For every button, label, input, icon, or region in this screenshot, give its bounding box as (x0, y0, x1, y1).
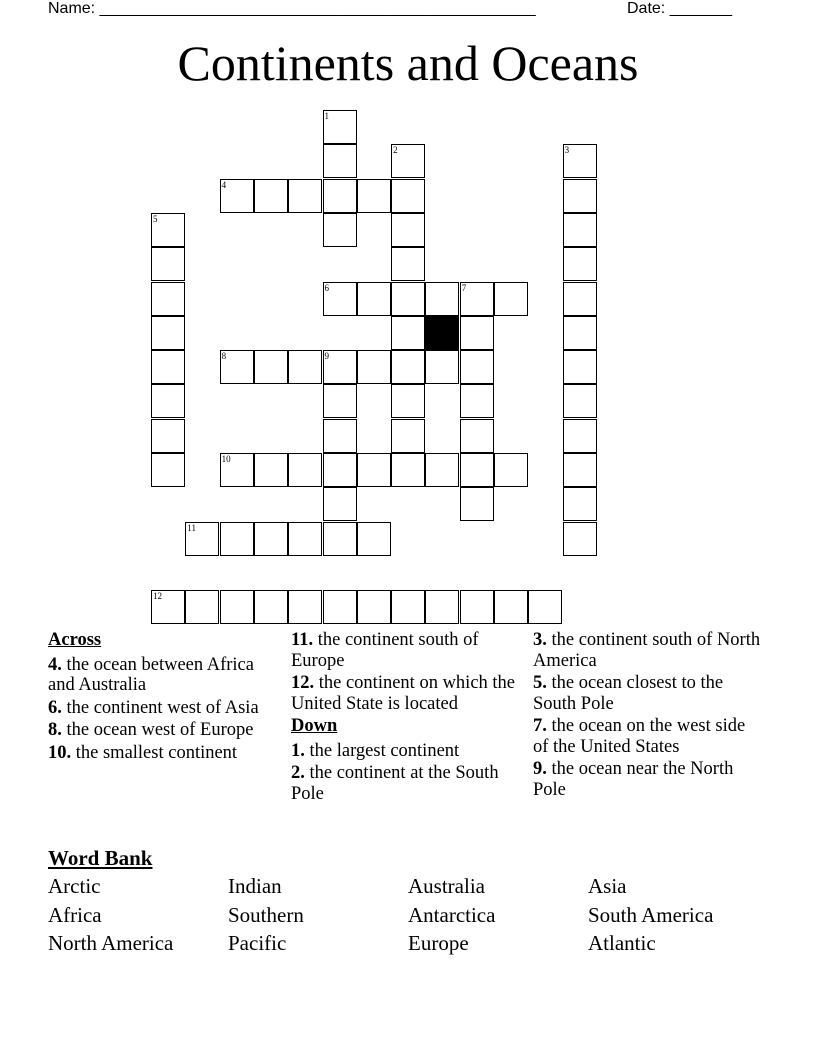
crossword-cell[interactable] (391, 316, 425, 350)
clue-across-6: 6. the continent west of Asia (48, 697, 259, 718)
crossword-cell[interactable] (151, 247, 185, 281)
crossword-cell[interactable] (185, 590, 219, 624)
crossword-cell[interactable] (391, 282, 425, 316)
clue-number: 9 (324, 351, 329, 362)
word-bank-item: Arctic (48, 874, 101, 898)
crossword-cell[interactable] (151, 453, 185, 487)
crossword-cell[interactable] (563, 419, 597, 453)
crossword-cell[interactable] (460, 350, 494, 384)
crossword-cell[interactable] (563, 316, 597, 350)
crossword-cell[interactable] (563, 247, 597, 281)
crossword-cell[interactable] (563, 522, 597, 556)
crossword-cell[interactable] (323, 350, 357, 384)
crossword-cell[interactable] (288, 453, 322, 487)
crossword-cell[interactable] (460, 590, 494, 624)
crossword-cell[interactable] (460, 487, 494, 521)
clue-number: 8 (221, 351, 227, 362)
crossword-cell[interactable] (494, 590, 528, 624)
crossword-cell[interactable] (288, 179, 322, 213)
crossword-cell[interactable] (323, 144, 357, 178)
word-bank-item: Africa (48, 903, 102, 927)
crossword-cell[interactable] (425, 590, 459, 624)
clue-across-10: 10. the smallest continent (48, 742, 238, 763)
clues-column-2 (291, 630, 521, 806)
crossword-cell[interactable] (460, 384, 494, 418)
clue-down-9: 9. the ocean near the North Pole (533, 759, 734, 800)
crossword-cell[interactable] (460, 453, 494, 487)
word-bank-item: South America (588, 903, 714, 927)
crossword-cell[interactable] (563, 179, 597, 213)
clue-number: 3 (564, 145, 570, 156)
crossword-cell[interactable] (220, 350, 254, 384)
crossword-cell[interactable] (288, 590, 322, 624)
clue-number: 5 (153, 213, 158, 224)
clue-across-12: 12. the continent on which the United State is located (291, 673, 516, 714)
crossword-cell[interactable] (357, 590, 391, 624)
crossword-cell[interactable] (220, 522, 254, 556)
crossword-cell[interactable] (288, 522, 322, 556)
crossword-cell[interactable] (323, 179, 357, 213)
crossword-cell[interactable] (460, 419, 494, 453)
crossword-cell[interactable] (323, 522, 357, 556)
word-bank-item: North America (48, 931, 174, 955)
crossword-cell[interactable] (425, 282, 459, 316)
crossword-cell[interactable] (460, 316, 494, 350)
crossword-cell[interactable] (391, 453, 425, 487)
crossword-cell[interactable] (391, 419, 425, 453)
clue-across-8: 8. the ocean west of Europe (48, 720, 254, 740)
crossword-cell[interactable] (494, 282, 528, 316)
crossword-cell[interactable] (391, 350, 425, 384)
crossword-cell[interactable] (151, 384, 185, 418)
clue-number: 6 (324, 282, 329, 293)
crossword-cell[interactable] (254, 453, 288, 487)
crossword-cell[interactable] (563, 282, 597, 316)
crossword-cell[interactable] (391, 247, 425, 281)
crossword-cell[interactable] (460, 282, 494, 316)
crossword-cell[interactable] (357, 522, 391, 556)
crossword-cell[interactable] (391, 179, 425, 213)
word-bank-item: Pacific (228, 931, 287, 955)
crossword-block (425, 316, 459, 350)
word-bank-item: Asia (588, 874, 627, 898)
page-title: Continents and Oceans (177, 35, 639, 91)
crossword-cell[interactable] (220, 590, 254, 624)
crossword-cell[interactable] (254, 522, 288, 556)
crossword-cell[interactable] (151, 316, 185, 350)
crossword-cell[interactable] (563, 453, 597, 487)
crossword-cell[interactable] (323, 110, 357, 144)
crossword-cell[interactable] (254, 590, 288, 624)
word-bank-heading: Word Bank (48, 846, 153, 870)
across-heading: Across (48, 630, 102, 650)
crossword-cell[interactable] (323, 384, 357, 418)
clue-down-3: 3. the continent south of North America (533, 630, 761, 671)
down-heading: Down (291, 716, 338, 736)
crossword-cell[interactable] (563, 487, 597, 521)
crossword-cell[interactable] (391, 144, 425, 178)
crossword-cell[interactable] (323, 213, 357, 247)
date-field[interactable]: Date: _______ (627, 0, 732, 17)
crossword-cell[interactable] (563, 384, 597, 418)
word-bank-item: Indian (228, 874, 282, 898)
crossword-cell[interactable] (323, 487, 357, 521)
crossword-cell[interactable] (357, 282, 391, 316)
clue-number: 1 (324, 111, 329, 121)
word-bank-item: Antarctica (408, 903, 496, 927)
crossword-cell[interactable] (563, 213, 597, 247)
clue-across-11: 11. the continent south of Europe (291, 630, 479, 671)
crossword-cell[interactable] (323, 453, 357, 487)
clue-down-7: 7. the ocean on the west side of the United States (533, 716, 746, 757)
crossword-cell[interactable] (323, 590, 357, 624)
clue-number: 12 (153, 591, 162, 602)
clue-down-2: 2. the continent at the South Pole (291, 763, 499, 804)
crossword-cell[interactable] (357, 179, 391, 213)
word-bank-item: Australia (408, 874, 485, 898)
clue-number: 2 (393, 145, 398, 156)
crossword-cell[interactable] (528, 590, 562, 624)
crossword-cell[interactable] (357, 453, 391, 487)
clue-number: 11 (187, 522, 196, 533)
word-bank-item: Europe (408, 931, 469, 955)
crossword-cell[interactable] (425, 453, 459, 487)
crossword-cell[interactable] (494, 453, 528, 487)
clue-across-4: 4. the ocean between Africa and Australia (48, 654, 254, 695)
crossword-cell[interactable] (323, 282, 357, 316)
crossword-cell[interactable] (288, 350, 322, 384)
crossword-cell[interactable] (391, 384, 425, 418)
crossword-cell[interactable] (185, 522, 219, 556)
clue-number: 7 (461, 282, 467, 293)
crossword-cell[interactable] (220, 453, 254, 487)
crossword-cell[interactable] (151, 282, 185, 316)
clue-down-5: 5. the ocean closest to the South Pole (533, 673, 724, 714)
crossword-cell[interactable] (323, 419, 357, 453)
crossword-cell[interactable] (151, 213, 185, 247)
word-bank-item: Atlantic (588, 931, 656, 955)
clue-number: 10 (221, 454, 231, 464)
crossword-cell[interactable] (151, 590, 185, 624)
crossword-cell[interactable] (563, 350, 597, 384)
clue-number: 4 (221, 179, 227, 190)
name-field[interactable]: Name: _________________________________________________ (48, 0, 536, 17)
crossword-cell[interactable] (220, 179, 254, 213)
crossword-cell[interactable] (425, 350, 459, 384)
crossword-cell[interactable] (151, 419, 185, 453)
crossword-cell[interactable] (151, 350, 185, 384)
crossword-cell[interactable] (357, 350, 391, 384)
word-bank-item: Southern (228, 903, 304, 927)
header (48, 0, 748, 20)
clue-down-1: 1. the largest continent (291, 740, 460, 761)
crossword-cell[interactable] (563, 144, 597, 178)
clues-column-1 (48, 630, 278, 765)
crossword-cell[interactable] (254, 350, 288, 384)
crossword-cell[interactable] (391, 213, 425, 247)
crossword-cell[interactable] (391, 590, 425, 624)
clues-column-3 (533, 630, 763, 802)
crossword-cell[interactable] (254, 179, 288, 213)
